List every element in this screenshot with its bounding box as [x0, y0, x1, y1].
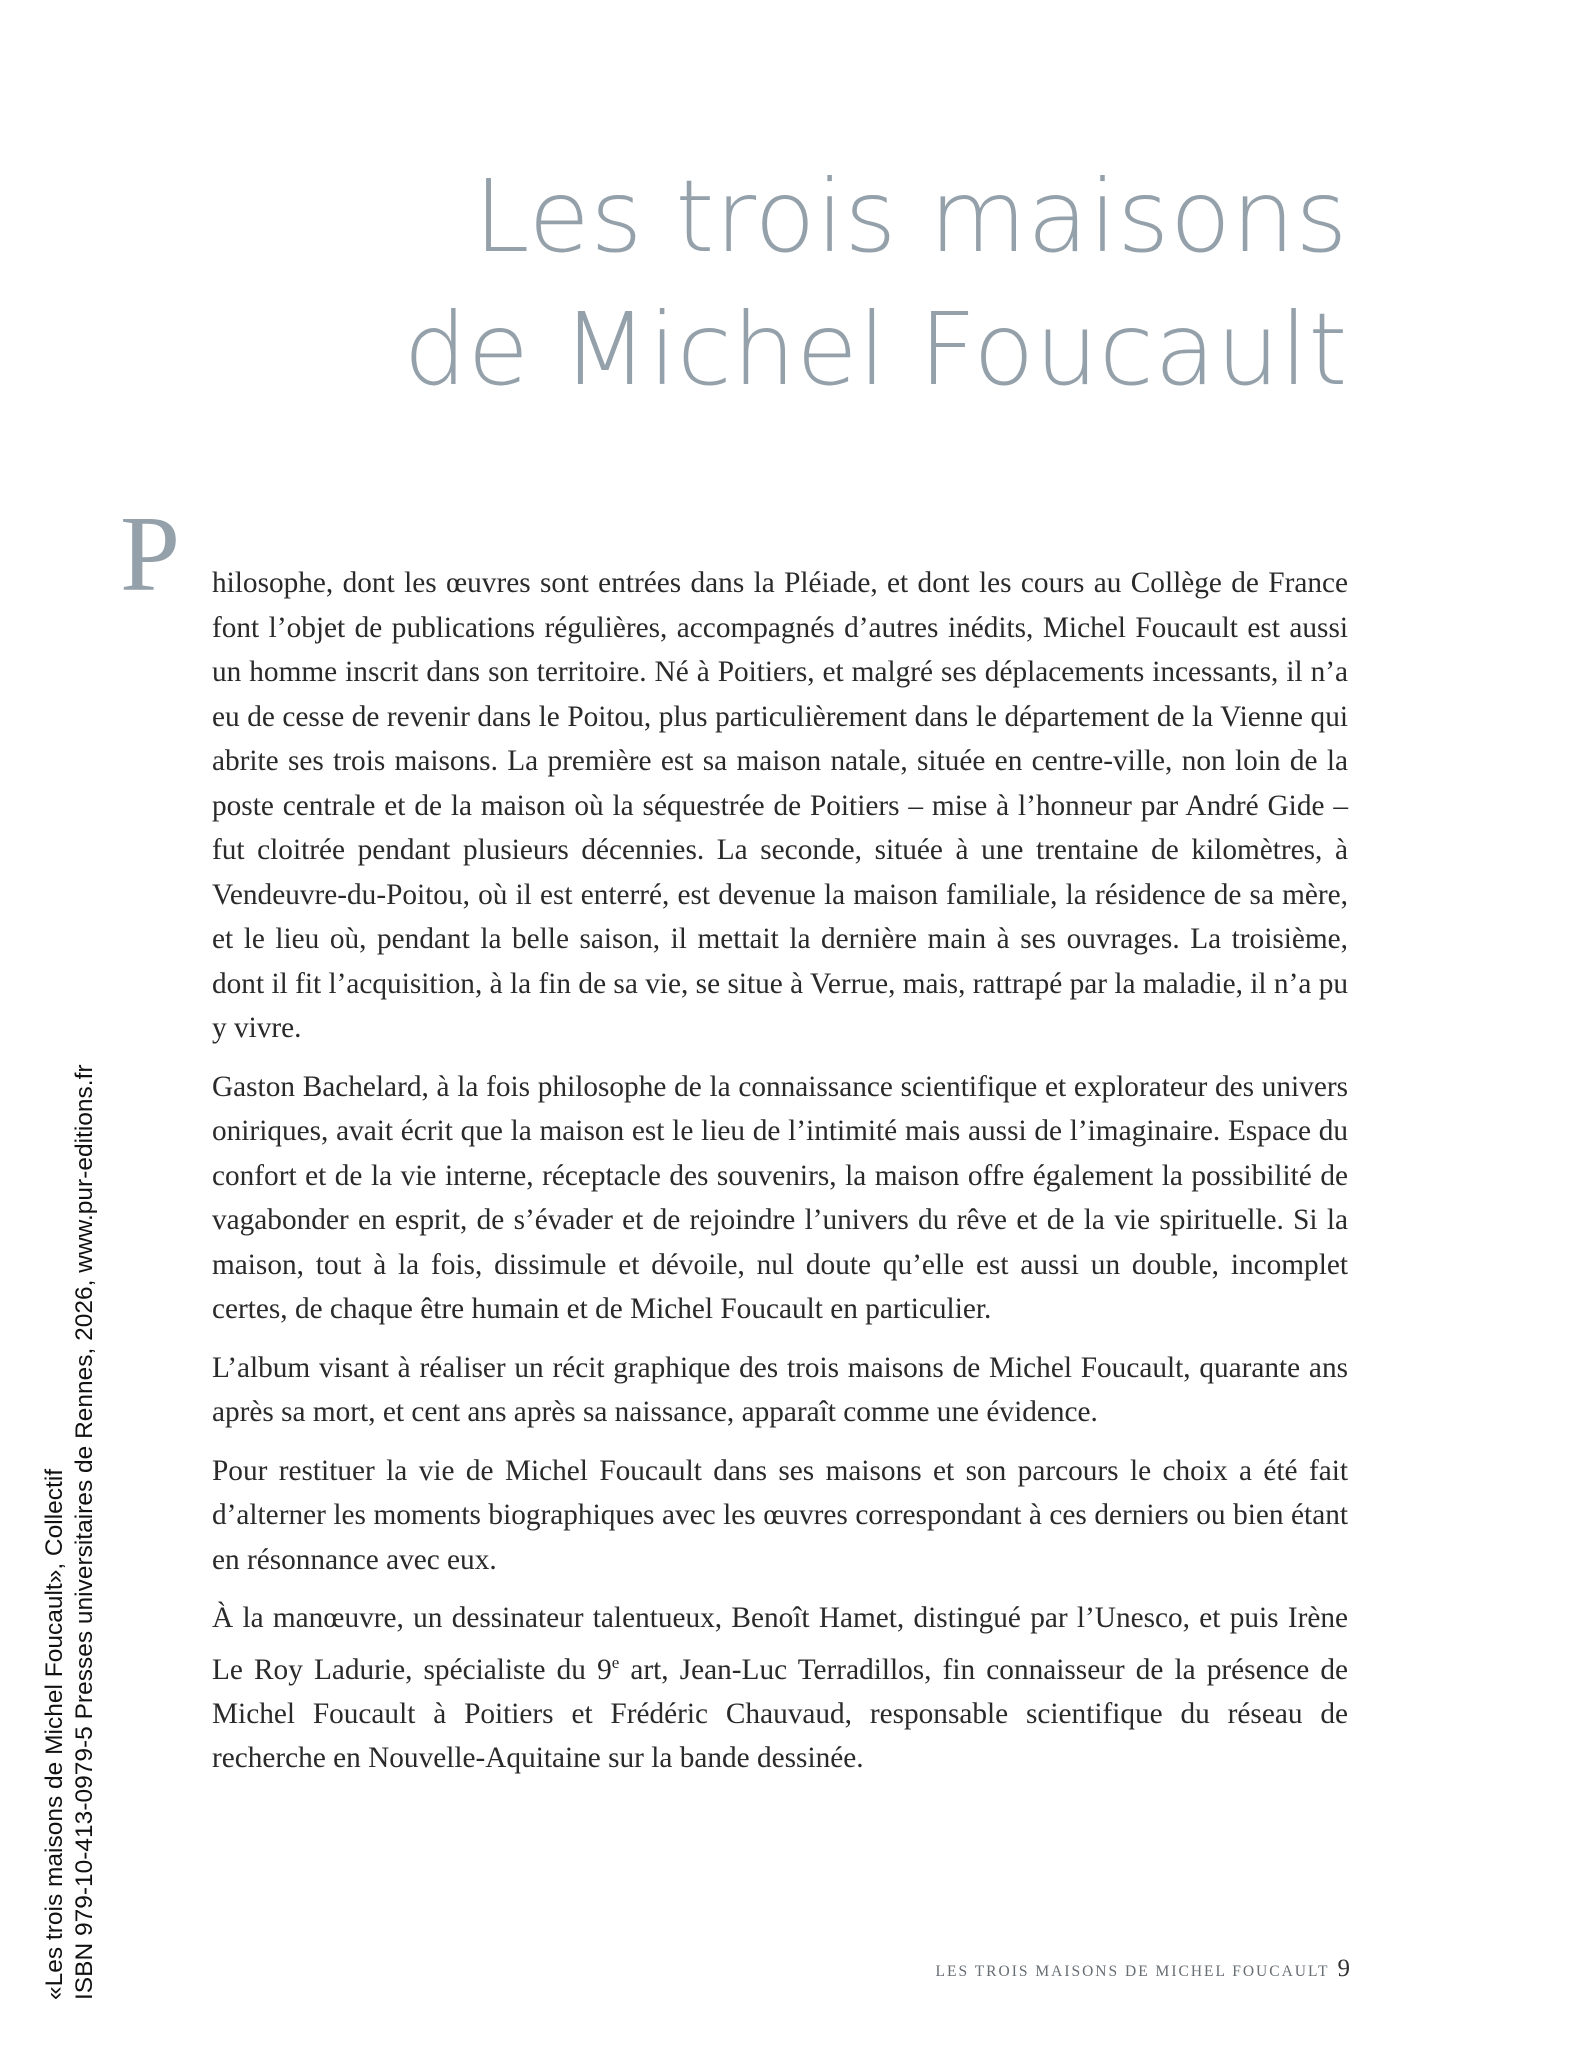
copyright-sidebar	[40, 1064, 100, 2000]
body-text	[212, 561, 1348, 1795]
paragraph-1: hilosophe, dont les œuvres sont entrées dans la Pléiade, et dont les cours au Collège de France font l’objet de publications régulières, accompagnés d’autres inédits, Michel Foucault est aussi un homme inscrit dans son territoire. Né à Poitiers, et malgré ses déplacements incessants, il n’a eu de cesse de revenir dans le Poitou, plus particulièrement dans le département de la Vienne qui abrite ses trois maisons. La première est sa maison natale, située en centre-ville, non loin de la poste centrale et de la maison où la séquestrée de Poitiers – mise à l’honneur par André Gide – fut cloitrée pendant plusieurs décennies. La seconde, située à une trentaine de kilomètres, à Vendeuvre-du-Poitou, où il est enterré, est devenue la maison familiale, la résidence de sa mère, et le lieu où, pendant la belle saison, il mettait la dernière main à ses ouvrages. La troisième, dont il fit l’acquisition, à la fin de sa vie, se situe à Verrue, mais, rattrapé par la maladie, il n’a pu y vivre.	[212, 567, 1348, 1044]
paragraph-2: Gaston Bachelard, à la fois philosophe de la connaissance scientifique et explorateur des univers oniriques, avait écrit que la maison est le lieu de l’intimité mais aussi de l’imaginaire. Espace du confort et de la vie interne, réceptacle des souvenirs, la maison offre également la possibilité de vagabonder en esprit, de s’évader et de rejoindre l’univers du rêve et de la vie spirituelle. Si la maison, tout à la fois, dissimule et dévoile, nul doute qu’elle est aussi un double, incomplet certes, de chaque être humain et de Michel Foucault en particulier.	[212, 1070, 1348, 1325]
sidebar-line-2: ISBN 979-10-413-0979-5 Presses universitaires de Rennes, 2026, www.pur-editions.fr	[71, 1064, 98, 2000]
running-head: LES TROIS MAISONS DE MICHEL FOUCAULT	[935, 1963, 1330, 1980]
paragraph-5	[212, 1596, 1348, 1781]
paragraph-3: L’album visant à réaliser un récit graphique des trois maisons de Michel Foucault, quarante ans après sa mort, et cent ans après sa naissance, apparaît comme une évidence.	[212, 1351, 1348, 1428]
paragraph-4: Pour restituer la vie de Michel Foucault dans ses maisons et son parcours le choix a été fait d’alterner les moments biographiques avec les œuvres correspondant à ces derniers ou bien étant en résonnance avec eux.	[212, 1454, 1348, 1576]
page-footer	[936, 1955, 1350, 1983]
paragraph-5-text-b: art, Jean-Luc Terradillos, fin connaisseur de la présence de Michel Foucault à Poitiers et Frédéric Chauvaud, responsable scientifique du réseau de recherche en Nouvelle-Aquitaine sur la bande dessinée.	[212, 1653, 1348, 1775]
chapter-title	[404, 150, 1348, 416]
paragraph-5-text-a: À la manœuvre, un dessinateur talentueux, Benoît Hamet, distingué par l’Unesco, et puis Irène Le Roy Ladurie, spécialiste du 9	[212, 1602, 1348, 1686]
chapter-title-line-1: Les trois maisons	[473, 158, 1348, 275]
page-number: 9	[1337, 1955, 1350, 1982]
ordinal-superscript: e	[611, 1652, 620, 1672]
sidebar-line-1: «Les trois maisons de Michel Foucault», Collectif	[41, 1468, 68, 2000]
drop-cap: P	[120, 495, 181, 614]
chapter-title-line-2: de Michel Foucault	[403, 291, 1348, 408]
